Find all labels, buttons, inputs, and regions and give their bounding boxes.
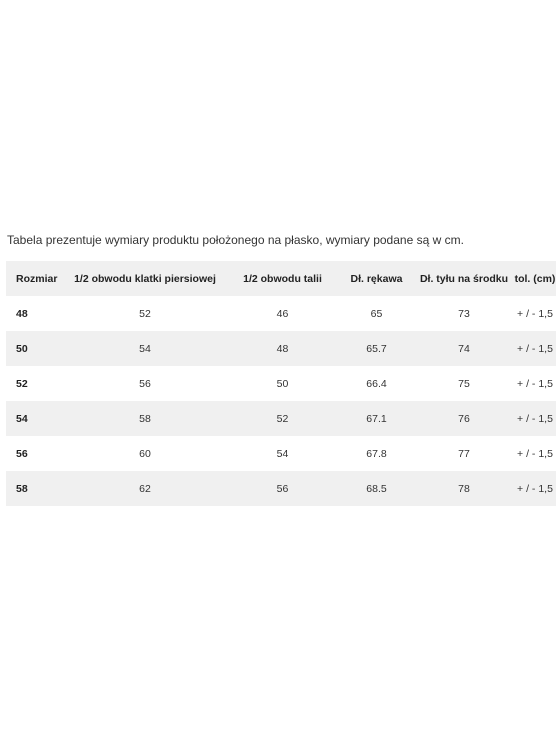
header-size: Rozmiar	[16, 272, 58, 285]
cell-tolerance: + / - 1,5	[517, 447, 553, 460]
cell-size: 52	[16, 377, 28, 390]
cell-waist: 54	[276, 447, 289, 460]
cell-tolerance: + / - 1,5	[517, 377, 553, 390]
table-header-row	[6, 261, 556, 296]
cell-back-length: 73	[458, 307, 470, 320]
cell-size: 56	[16, 447, 28, 460]
cell-back-length: 74	[458, 342, 470, 355]
cell-size: 58	[16, 482, 28, 495]
cell-size: 48	[16, 307, 28, 320]
table-row	[6, 331, 556, 366]
cell-waist: 56	[276, 482, 289, 495]
cell-waist: 48	[276, 342, 289, 355]
cell-waist: 52	[276, 412, 289, 425]
cell-tolerance: + / - 1,5	[517, 342, 553, 355]
cell-chest: 56	[139, 377, 151, 390]
cell-sleeve: 68.5	[366, 482, 387, 495]
table-row	[6, 401, 556, 436]
cell-waist: 46	[276, 307, 289, 320]
cell-chest: 54	[139, 342, 151, 355]
table-row	[6, 296, 556, 331]
header-sleeve: Dł. rękawa	[350, 272, 403, 285]
header-tolerance: tol. (cm)	[514, 272, 556, 285]
cell-sleeve: 65.7	[366, 342, 387, 355]
cell-sleeve: 67.8	[366, 447, 387, 460]
table-row	[6, 366, 556, 401]
cell-chest: 58	[139, 412, 151, 425]
table-row	[6, 471, 556, 506]
cell-back-length: 77	[458, 447, 470, 460]
cell-sleeve: 65	[370, 307, 383, 320]
cell-tolerance: + / - 1,5	[517, 412, 553, 425]
cell-chest: 60	[139, 447, 151, 460]
cell-waist: 50	[276, 377, 289, 390]
cell-size: 54	[16, 412, 28, 425]
header-back-length: Dł. tyłu na środku	[419, 272, 509, 285]
table-row	[6, 436, 556, 471]
cell-chest: 62	[139, 482, 151, 495]
cell-chest: 52	[139, 307, 151, 320]
cell-tolerance: + / - 1,5	[517, 307, 553, 320]
cell-back-length: 76	[458, 412, 470, 425]
cell-sleeve: 66.4	[366, 377, 387, 390]
cell-tolerance: + / - 1,5	[517, 482, 553, 495]
cell-sleeve: 67.1	[366, 412, 387, 425]
header-waist: 1/2 obwodu talii	[243, 272, 322, 285]
cell-back-length: 75	[458, 377, 470, 390]
header-chest: 1/2 obwodu klatki piersiowej	[74, 272, 216, 285]
table-caption: Tabela prezentuje wymiary produktu położonego na płasko, wymiary podane są w cm.	[7, 233, 464, 247]
cell-size: 50	[16, 342, 28, 355]
cell-back-length: 78	[458, 482, 470, 495]
size-table	[6, 261, 556, 506]
